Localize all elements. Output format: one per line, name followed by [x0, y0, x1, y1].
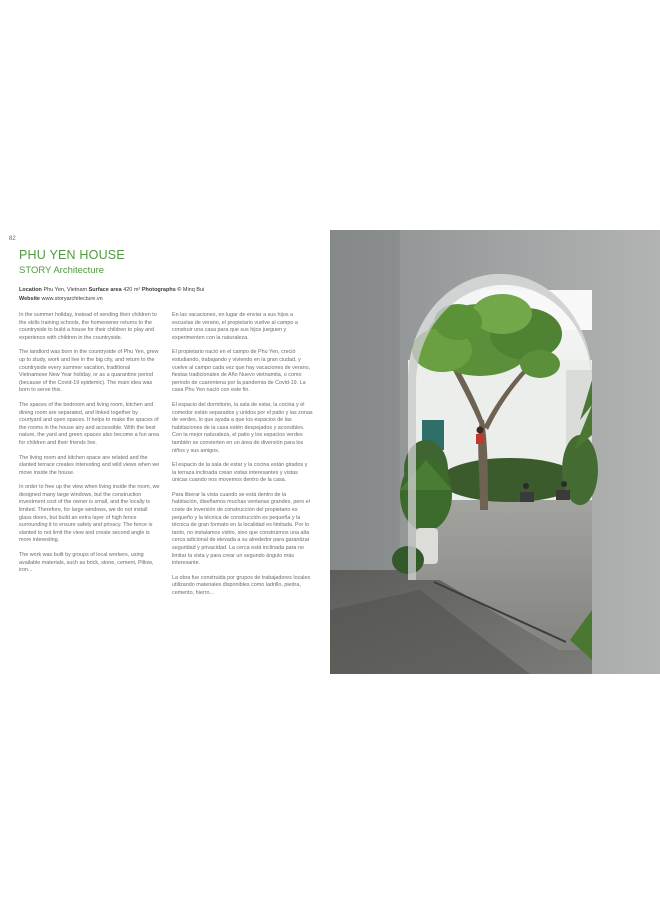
english-paragraph: The work was built by groups of local workers, using available materials, such as brick, stone, cement, Pillow, iron...	[19, 552, 154, 574]
meta-line-2	[19, 295, 309, 304]
location-label: Location	[19, 287, 42, 293]
chair	[556, 490, 570, 500]
spanish-text-column	[172, 312, 313, 605]
page-number: 82	[9, 236, 16, 242]
location-value: Phu Yen, Vietnam	[43, 287, 88, 293]
english-paragraph: The spaces of the bedroom and living room, kitchen and dining room are separated, and linked together by courtyard and open spaces. It helps to make the spaces of the rooms in the house airy and accessible. With the best nature, the yard and green spaces also become a fun area for children and their friends live.	[19, 401, 159, 446]
article-title: PHU YEN HOUSE	[19, 248, 125, 262]
english-paragraph: In order to free up the view when living inside the room, we designed many large windows, but the construction investment cost of the owner is small, and the locally is limited. Therefore, for large windows, we do not install glass doors, but build an extra layer of high fence surrounding it to ensure safety and privacy. The fence is slanted to not limit the view and create second angle is more interesting.	[19, 484, 160, 544]
spanish-paragraph: El espacio del dormitorio, la sala de estar, la cocina y el comedor están separados y unidos por el patio y las zonas de verdes, lo que ayuda a que los espacios de las habitaciones de la casa estén despejados y accesibles. Con la mejor naturaleza, el patio y los espacios verdes también se convierten en un área de diversión para los niños y sus amigos.	[172, 401, 313, 454]
english-paragraph: The landlord was born in the countryside of Phu Yen, grew up to study, work and live in the big city, and return to the countryside every summer vacation, traditional Vietnamese New Year holiday, or as a quarantine period (because of the Covid-19 epidemic). The main idea was born to serve this.	[19, 349, 159, 394]
english-text-column	[19, 312, 160, 582]
photographs-label: Photographs ©	[141, 287, 182, 293]
photographs-value: Minq Bui	[182, 287, 205, 293]
article-subtitle: STORY Architecture	[19, 265, 105, 276]
surface-label: Surface area	[88, 287, 122, 293]
website-label: Website	[19, 296, 40, 302]
project-meta	[19, 286, 309, 304]
chair	[520, 492, 534, 502]
website-value[interactable]: www.storyarchitecture.vn	[41, 296, 103, 302]
english-paragraph: The living room and kitchen space are related and the slanted terrace creates interesting and wild views when we move inside the house.	[19, 454, 160, 476]
spanish-paragraph: En las vacaciones, en lugar de enviar a sus hijos a escuelas de verano, el propietario vuelve al campo a construir una casa para que sus hijos jueguen y experimenten con la naturaleza.	[172, 312, 298, 341]
english-paragraph: In the summer holiday, instead of sending their children to the skills training schools, the homeowner returns to the countryside to build a house for their children to play and experience with children in the countryside.	[19, 312, 157, 341]
spanish-paragraph: Para liberar la vista cuando se está dentro de la habitación, diseñamos muchas ventanas grandes, pero el coste de inversión de construcción del propietario es pequeño y la técnica de construcción es pequeña y la técnica de gran formato en la localidad es limitada. Por lo tanto, no instalamos vidrio, sino que construimos una alta cerca adicional de elevada a su alrededor para garantizar seguridad y privacidad. La cerca está inclinada para no limitar la vista y para crear un segundo ángulo más interesante.	[172, 491, 310, 567]
courtyard-photo	[330, 230, 660, 674]
spanish-paragraph: El espacio de la sala de estar y la cocina están girados y la terraza inclinada crean vistas interesantes y vistas únicas cuando nos movemos dentro de la casa.	[172, 462, 308, 484]
spanish-paragraph: El propietario nació en el campo de Phu Yen, creció estudiando, trabajando y viviendo en la gran ciudad, y vuelve al campo cada vez que hay vacaciones de verano, fiestas tradicionales de Año Nuevo vietnamita, o como periodo de cuarentena por la pandemia de Covid-19. La casa Phu Yen nació con este fin.	[172, 349, 311, 394]
meta-line-1	[19, 286, 309, 295]
child-figure	[476, 434, 484, 444]
surface-value: 420 m²	[123, 287, 141, 293]
spanish-paragraph: La obra fue construida por grupos de trabajadores locales utilizando materiales disponibles como ladrillo, piedra, cemento, hierro...	[172, 574, 311, 596]
